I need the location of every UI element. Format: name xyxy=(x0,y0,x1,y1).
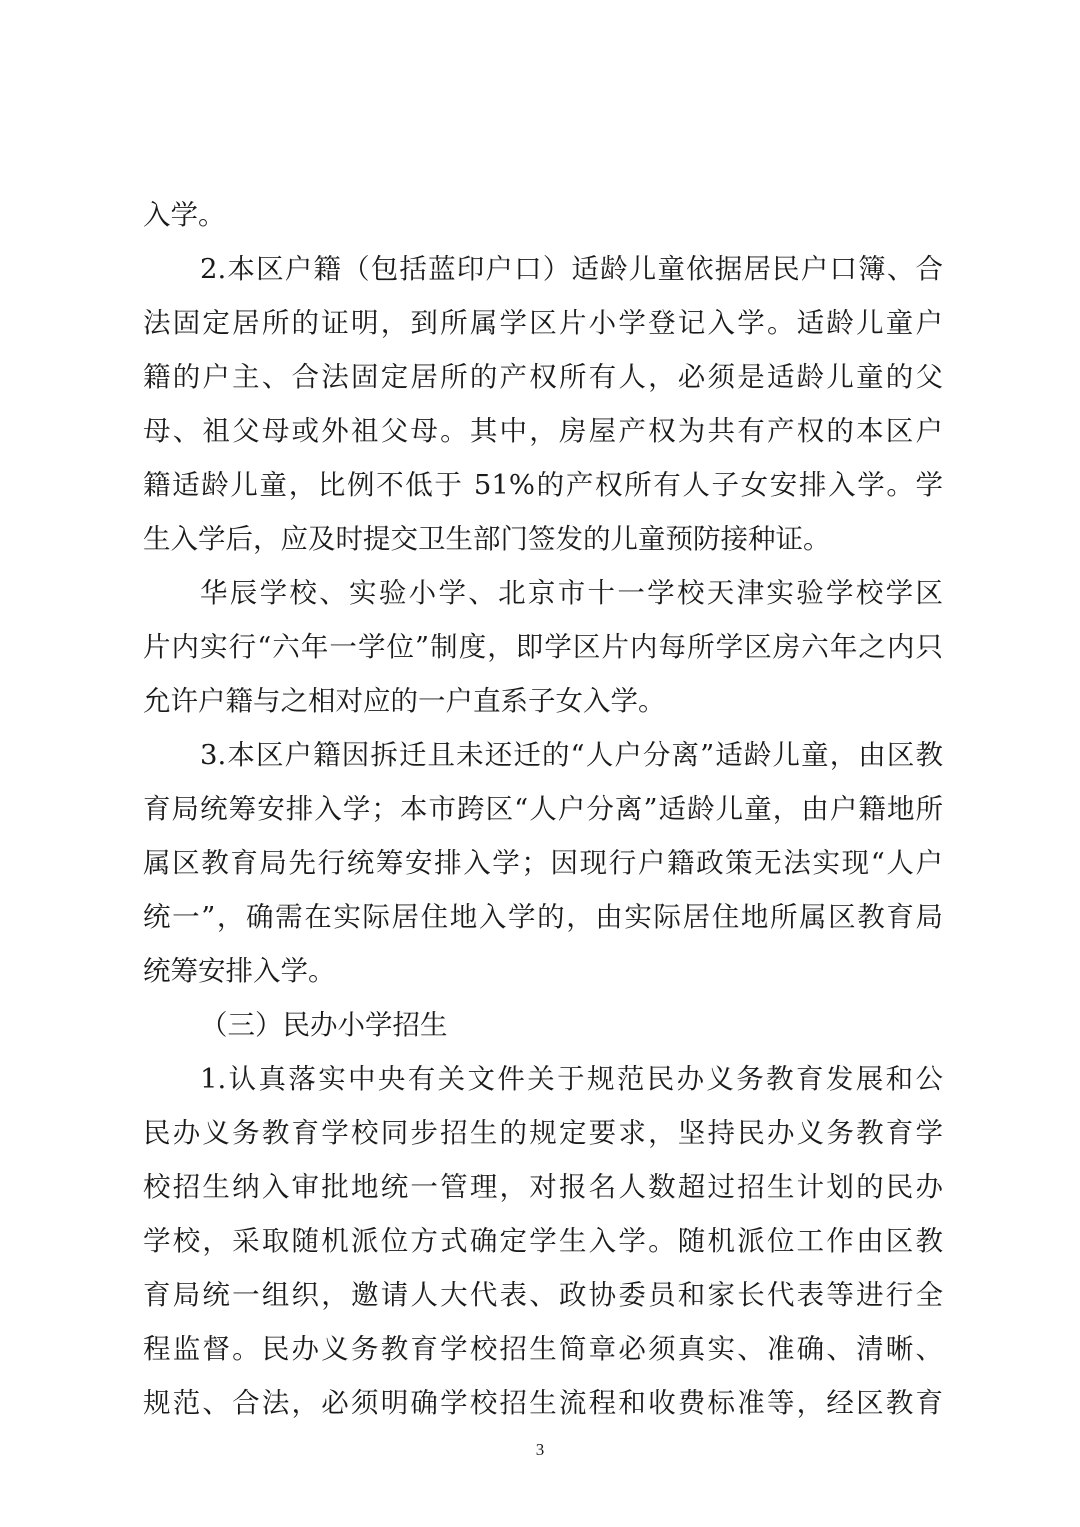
text-line: 母、祖父母或外祖父母。其中，房屋产权为共有产权的本区户 xyxy=(143,415,943,447)
text-line: 允许户籍与之相对应的一户直系子女入学。 xyxy=(143,685,666,717)
text-line: 育局统筹安排入学；本市跨区“人户分离”适龄儿童，由户籍地所 xyxy=(143,793,943,825)
text-line: 程监督。民办义务教育学校招生简章必须真实、准确、清晰、 xyxy=(143,1333,943,1365)
text-line: 籍适龄儿童，比例不低于 51%的产权所有人子女安排入学。学 xyxy=(143,469,943,501)
page-number: 3 xyxy=(535,1440,545,1459)
text-line: 民办义务教育学校同步招生的规定要求，坚持民办义务教育学 xyxy=(143,1117,943,1149)
section-heading: （三）民办小学招生 xyxy=(200,1009,448,1041)
text-line: 2.本区户籍（包括蓝印户口）适龄儿童依据居民户口簿、合 xyxy=(200,253,943,285)
text-line: 3.本区户籍因拆迁且未还迁的“人户分离”适龄儿童，由区教 xyxy=(200,739,943,771)
text-line: 学校，采取随机派位方式确定学生入学。随机派位工作由区教 xyxy=(143,1225,943,1257)
text-line: 生入学后，应及时提交卫生部门签发的儿童预防接种证。 xyxy=(143,523,831,555)
text-line: 规范、合法，必须明确学校招生流程和收费标准等，经区教育 xyxy=(143,1387,943,1419)
text-line: 统筹安排入学。 xyxy=(143,955,336,987)
text-line: 统一”，确需在实际居住地入学的，由实际居住地所属区教育局 xyxy=(143,901,943,933)
text-line: 育局统一组织，邀请人大代表、政协委员和家长代表等进行全 xyxy=(143,1279,943,1311)
text-line: 校招生纳入审批地统一管理，对报名人数超过招生计划的民办 xyxy=(143,1171,943,1203)
text-line: 片内实行“六年一学位”制度，即学区片内每所学区房六年之内只 xyxy=(143,631,943,663)
text-line: 入学。 xyxy=(143,199,226,231)
text-line: 法固定居所的证明，到所属学区片小学登记入学。适龄儿童户 xyxy=(143,307,943,339)
text-line: 属区教育局先行统筹安排入学；因现行户籍政策无法实现“人户 xyxy=(143,847,943,879)
text-line: 华辰学校、实验小学、北京市十一学校天津实验学校学区 xyxy=(200,577,943,609)
text-line: 籍的户主、合法固定居所的产权所有人，必须是适龄儿童的父 xyxy=(143,361,943,393)
text-line: 1.认真落实中央有关文件关于规范民办义务教育发展和公 xyxy=(200,1063,943,1095)
